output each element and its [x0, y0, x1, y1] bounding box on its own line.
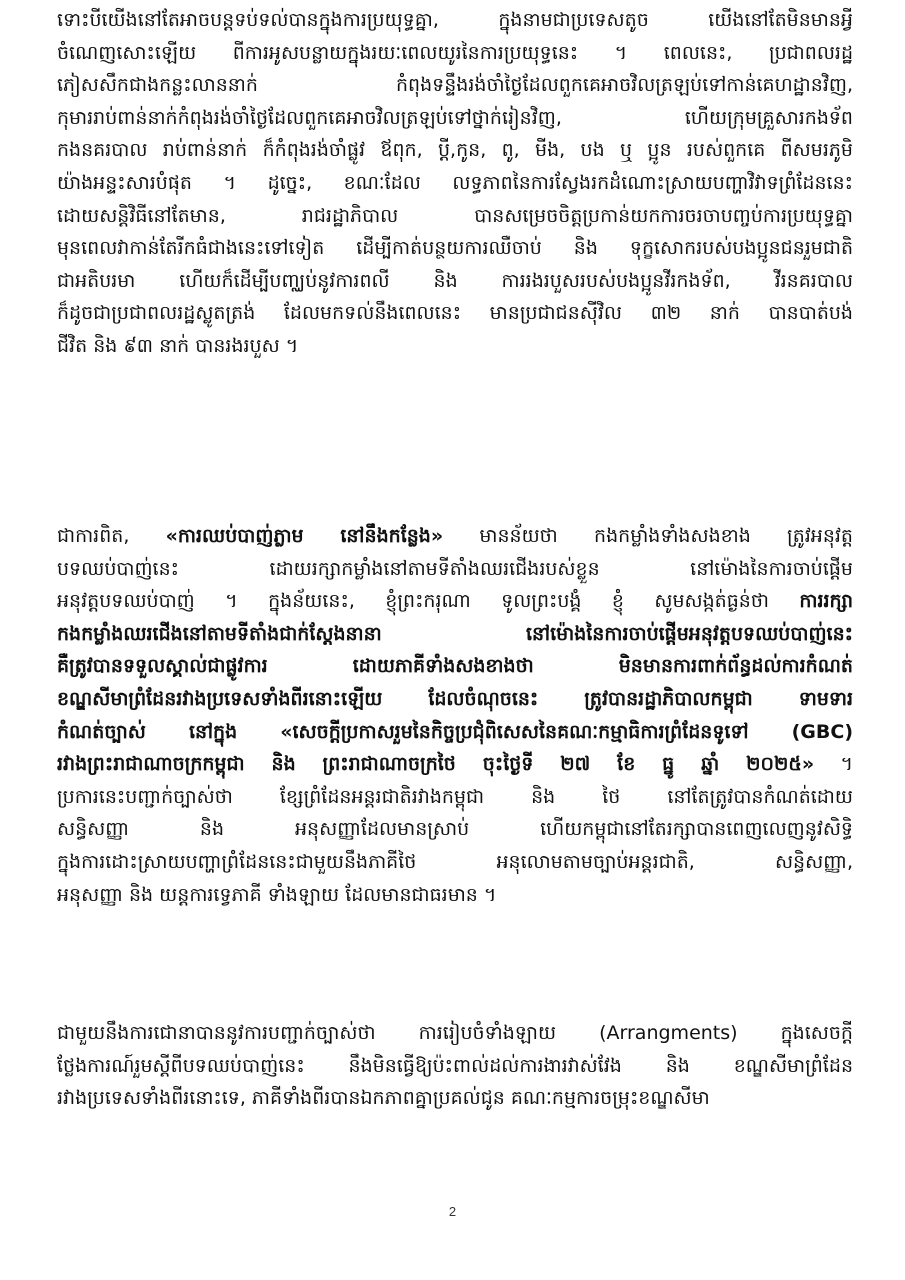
text-line	[57, 167, 853, 200]
text-line	[57, 1017, 853, 1050]
text-line	[57, 265, 853, 298]
text-segment: ថ្លែងការណ៍រួមស្តីពីបទឈប់បាញ់នេះ នឹងមិនធ្វើឱ្យប៉ះពាល់ដល់ការងារវាស់វែង និង ខណ្ឌសីមាព្រំដែន	[57, 1054, 853, 1077]
text-line	[57, 330, 853, 363]
text-segment: កុមាររាប់ពាន់នាក់កំពុងរង់ចាំថ្ងៃដែលពួកគេអាចវិលត្រឡប់ទៅថ្នាក់រៀនវិញ, ហើយក្រុមគ្រួសារកងទ័ព	[57, 106, 853, 129]
text-line	[57, 200, 853, 233]
text-segment: ទោះបីយើងនៅតែអាចបន្តទប់ទល់បានក្នុងការប្រយុទ្ធគ្នា, ក្នុងនាមជាប្រទេសតូច យើងនៅតែមិនមានអ្វី	[57, 9, 853, 31]
bold-text-segment: «ការឈប់បាញ់ភ្លាម នៅនឹងកន្លែង»	[165, 525, 444, 547]
text-line	[57, 781, 853, 814]
text-segment: អនុសញ្ញា និង យន្តការទ្វេភាគី ទាំងឡាយ ដែលមានជាធរមាន ។	[57, 883, 497, 906]
text-segment: ជាមួយនឹងការជោនាបាននូវការបញ្ជាក់ច្បាស់ថា ការរៀបចំទាំងឡាយ (Arrangments) ក្នុងសេចក្តី	[57, 1022, 853, 1044]
text-line	[57, 879, 853, 912]
text-segment: ក៏ដូចជាប្រជាពលរដ្ឋស្លូតត្រង់ ដែលមកទល់នឹងពេលនេះ មានប្រជាជនស៊ីវិល ៣២ នាក់ បានបាត់បង់	[57, 302, 853, 325]
text-segment: កងនគរបាល រាប់ពាន់នាក់ ក៏កំពុងរង់ចាំផ្លូវ ឪពុក, ប្តី,កូន, ពូ, មីង, បង ឬ ប្អូន របស់ពួកគេ ពីសមរភូមិ	[57, 139, 853, 162]
text-line	[57, 813, 853, 846]
text-line	[57, 4, 853, 37]
text-segment: ចំណេញសោះឡើយ ពីការអូសបន្លាយក្នុងរយៈពេលយូរនៃការប្រយុទ្ធនេះ ។ ពេលនេះ, ប្រជាពលរដ្ឋ	[57, 41, 853, 64]
text-line	[57, 683, 853, 716]
bold-text-segment: ការរក្សា	[799, 590, 853, 613]
text-segment: ជាការពិត,	[57, 525, 166, 547]
text-segment: អនុវត្តបទឈប់បាញ់ ។ ក្នុងន័យនេះ, ខ្ញុំព្រះករុណា ទូលព្រះបង្គំ ខ្ញុំ សូមសង្កត់ធ្ងន់ថា	[57, 590, 800, 613]
page-number: 2	[448, 1204, 457, 1219]
text-line	[57, 37, 853, 70]
text-line	[57, 232, 853, 265]
text-line	[57, 553, 853, 586]
text-line	[57, 846, 853, 879]
bold-text-segment: កងកម្លាំងឈរជើងនៅតាមទីតាំងជាក់ស្តែងនានា នៅម៉ោងនៃការចាប់ផ្តើមអនុវត្តបទឈប់បាញ់នេះ	[57, 622, 853, 645]
text-segment: បទឈប់បាញ់នេះ ដោយរក្សាកម្លាំងនៅតាមទីតាំងឈរជើងរបស់ខ្លួន នៅម៉ោងនៃការចាប់ផ្តើម	[57, 557, 853, 580]
text-line	[57, 520, 853, 553]
text-line	[57, 134, 853, 167]
text-segment: មានន័យថា កងកម្លាំងទាំងសងខាង ត្រូវអនុវត្ត	[443, 525, 853, 547]
text-segment: សន្ធិសញ្ញា និង អនុសញ្ញាដែលមានស្រាប់ ហើយកម្ពុជានៅតែរក្សាបានពេញលេញនូវសិទ្ធិ	[57, 818, 853, 841]
paragraph-2	[57, 520, 853, 911]
text-line	[57, 618, 853, 651]
paragraph-1	[57, 4, 853, 363]
text-segment: ភៀសសឹកជាងកន្លះលាននាក់ កំពុងទន្ទឹងរង់ចាំថ្ងៃដែលពួកគេអាចវិលត្រឡប់ទៅកាន់គេហដ្ឋានវិញ,	[57, 74, 853, 97]
text-line	[57, 1050, 853, 1083]
text-line	[57, 69, 853, 102]
bold-text-segment: គឺត្រូវបានទទួលស្គាល់ជាផ្លូវការ ដោយភាគីទាំងសងខាងថា មិនមានការពាក់ព័ន្ធដល់ការកំណត់	[57, 655, 853, 678]
text-line	[57, 748, 853, 781]
text-segment: ជាអតិបរមា ហើយក៏ដើម្បីបញ្ឈប់នូវការពលី និង ការរងរបួសរបស់បងប្អូនវីរកងទ័ព, វីរនគរបាល	[57, 269, 853, 292]
text-segment: ។	[814, 753, 853, 776]
paragraph-3	[57, 1017, 853, 1115]
text-segment: ក្នុងការដោះស្រាយបញ្ហាព្រំដែននេះជាមួយនឹងភាគីថៃ អនុលោមតាមច្បាប់អន្តរជាតិ, សន្ធិសញ្ញា,	[57, 850, 853, 873]
text-segment: មុនពេលវាកាន់តែរីកធំជាងនេះទៅទៀត ដើម្បីកាត់បន្ថយការឈឺចាប់ និង ទុក្ខសោករបស់បងប្អូនជនរួមជាតិ	[57, 237, 853, 260]
text-line	[57, 716, 853, 749]
text-segment: ជីវិត និង ៩៣ នាក់ បានរងរបួស ។	[57, 334, 299, 357]
bold-text-segment: រវាងព្រះរាជាណាចក្រកម្ពុជា និង ព្រះរាជាណាចក្រថៃ ចុះថ្ងៃទី ២៧ ខែ ធ្នូ ឆ្នាំ ២០២៥»	[57, 753, 815, 776]
text-segment: ប្រការនេះបញ្ជាក់ច្បាស់ថា ខ្សែព្រំដែនអន្តរជាតិរវាងកម្ពុជា និង ថៃ នៅតែត្រូវបានកំណត់ដោយ	[57, 785, 853, 808]
text-segment: រវាងប្រទេសទាំងពីរនោះទេ, ភាគីទាំងពីរបានឯកភាពគ្នាប្រគល់ជូន គណៈកម្មការចម្រុះខណ្ឌសីមា	[57, 1087, 710, 1110]
text-line	[57, 1082, 853, 1115]
text-segment: យ៉ាងអន្ទះសារបំផុត ។ ដូច្នេះ, ខណៈដែល លទ្ធភាពនៃការស្វែងរកដំណោះស្រាយបញ្ហាវិវាទព្រំដែននេះ	[57, 171, 853, 194]
bold-text-segment: កំណត់ច្បាស់ នៅក្នុង «សេចក្តីប្រកាសរួមនៃកិច្ចប្រជុំពិសេសនៃគណៈកម្មាធិការព្រំដែនទូទៅ (GBC)	[57, 720, 853, 743]
text-line	[57, 650, 853, 683]
text-segment: ដោយសន្តិវិធីនៅតែមាន, រាជរដ្ឋាភិបាល បានសម្រេចចិត្តប្រកាន់យកការចរចាបញ្ចប់ការប្រយុទ្ធគ្នា	[57, 204, 853, 227]
text-line	[57, 585, 853, 618]
bold-text-segment: ខណ្ឌសីមាព្រំដែនរវាងប្រទេសទាំងពីរនោះឡើយ ដែលចំណុចនេះ ត្រូវបានរដ្ឋាភិបាលកម្ពុជា ទាមទារ	[57, 687, 853, 710]
text-line	[57, 102, 853, 135]
text-line	[57, 297, 853, 330]
